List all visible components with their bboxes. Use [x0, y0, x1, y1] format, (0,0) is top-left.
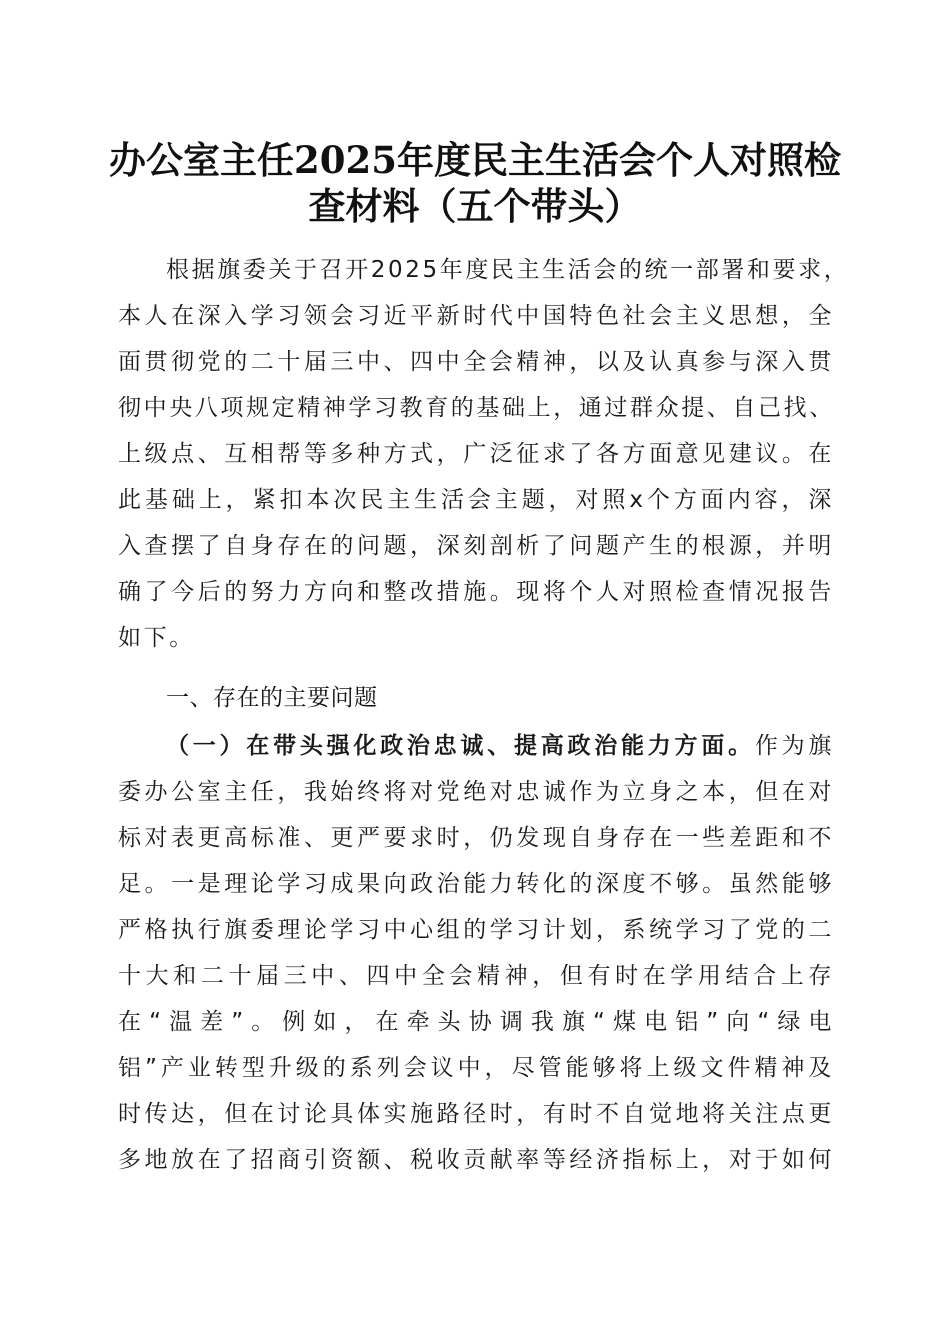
intro-paragraph-line: 如下。	[118, 625, 195, 651]
subsection-line: 铝”产业转型升级的系列会议中，尽管能够将上级文件精神及	[118, 1055, 834, 1081]
intro-paragraph-line: 确了今后的努力方向和整改措施。现将个人对照检查情况报告	[118, 579, 834, 605]
section-heading: 一、存在的主要问题	[166, 685, 378, 711]
intro-paragraph-line: 本人在深入学习领会习近平新时代中国特色社会主义思想，全	[118, 303, 834, 329]
subsection-text: 作为旗	[754, 733, 834, 759]
subsection-line: 委办公室主任，我始终将对党绝对忠诚作为立身之本，但在对	[118, 779, 834, 805]
intro-paragraph-line: 面贯彻党的二十届三中、四中全会精神，以及认真参与深入贯	[118, 349, 834, 375]
subsection-line: 十大和二十届三中、四中全会精神，但有时在学用结合上存	[118, 963, 834, 989]
subsection-line: 严格执行旗委理论学习中心组的学习计划，系统学习了党的二	[118, 917, 834, 943]
intro-paragraph-line: 此基础上，紧扣本次民主生活会主题，对照x个方面内容，深	[118, 487, 834, 513]
intro-paragraph-line: 彻中央八项规定精神学习教育的基础上，通过群众提、自己找、	[118, 395, 835, 421]
document-title-line-1: 办公室主任2025年度民主生活会个人对照检	[109, 138, 841, 182]
subsection-line: 多地放在了招商引资额、税收贡献率等经济指标上，对于如何	[118, 1147, 834, 1173]
intro-paragraph-line: 入查摆了自身存在的问题，深刻剖析了问题产生的根源，并明	[118, 533, 834, 559]
subsection-line: 时传达，但在讨论具体实施路径时，有时不自觉地将关注点更	[118, 1101, 834, 1127]
subsection-line: 标对表更高标准、更严要求时，仍发现自身存在一些差距和不	[118, 825, 834, 851]
subsection-heading: （一）在带头强化政治忠诚、提高政治能力方面。	[166, 733, 755, 759]
subsection-line: 在“温差”。例如，在牵头协调我旗“煤电铝”向“绿电	[118, 1009, 834, 1035]
intro-paragraph-line: 根据旗委关于召开2025年度民主生活会的统一部署和要求，	[166, 257, 850, 283]
subsection-first-line	[166, 731, 834, 761]
intro-paragraph-line: 上级点、互相帮等多种方式，广泛征求了各方面意见建议。在	[118, 441, 834, 467]
document-title-line-2: 查材料（五个带头）	[308, 184, 642, 228]
subsection-line: 足。一是理论学习成果向政治能力转化的深度不够。虽然能够	[118, 871, 834, 897]
